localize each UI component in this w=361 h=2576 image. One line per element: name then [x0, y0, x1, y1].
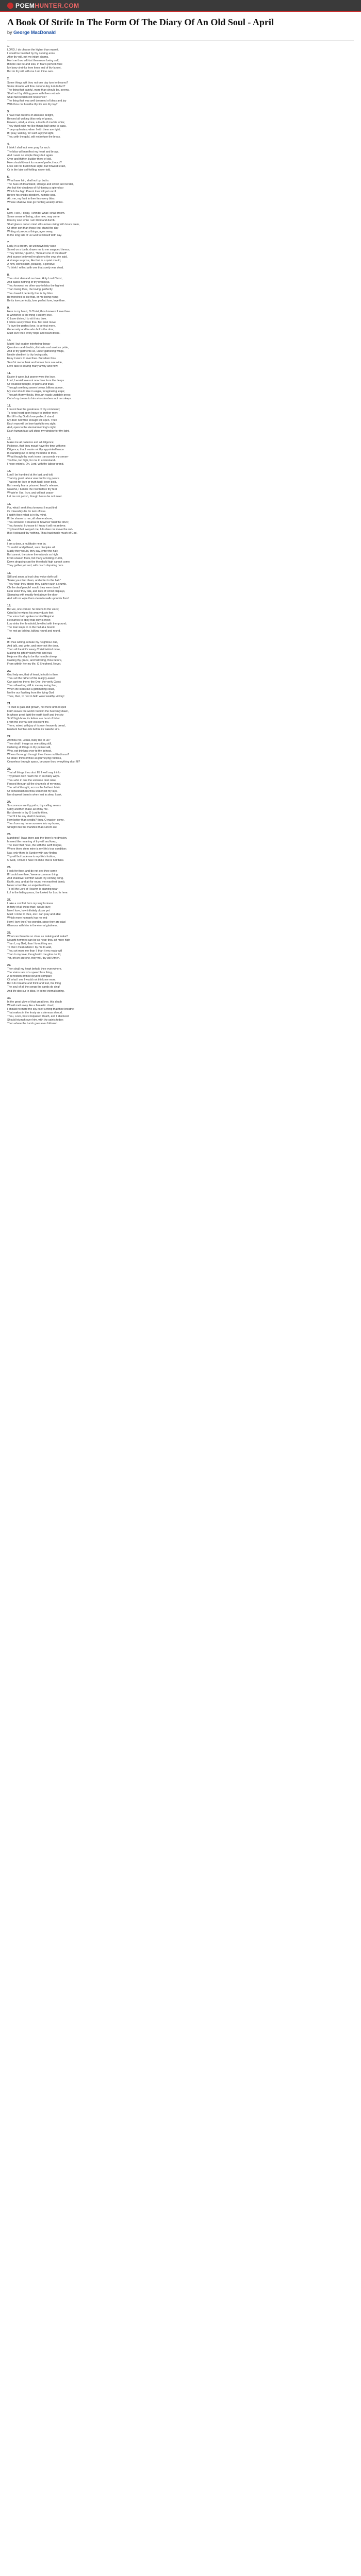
poem-line: Shall not thy sliding years with them retract- [7, 92, 60, 95]
poem-line: Here is my heart, O Christ; thou knowest I love thee. [7, 310, 71, 313]
stanza-number: 20. [7, 669, 11, 673]
stanza [7, 899, 354, 927]
stanza-number: 29. [7, 964, 11, 968]
poem-line: Lo! in the hiding-years, the looked for Lord is here. [7, 891, 69, 895]
divider [7, 40, 354, 41]
poem-line: Smiff high-born; its fetters are burst of fetter [7, 717, 60, 720]
poem-line: Thee, then, to rest in faith were wealthy victory! [7, 695, 64, 699]
poem-line: Beyond all waking bliss-only of grass, [7, 117, 53, 121]
poem-line: The soul of all the songs the sands do sing! [7, 986, 60, 989]
poem-line: In need the meaning of thy will and keep, [7, 840, 57, 844]
poem-line: Must love thee every hope and heart divine. [7, 332, 60, 335]
poem-line: And shallower comfort would thy coming bring. [7, 876, 64, 880]
poem-line: Then from my home sorrows into my home, [7, 822, 60, 826]
poem-line: True prophesies;-when I with them are right, [7, 128, 61, 132]
poem-line: Where there stem mine is my life's true condition; [7, 848, 67, 851]
poem-line: No fire our flashing from the living God [7, 691, 54, 695]
stanza [7, 45, 354, 74]
poem-line: And in thy garments so, under gathering wings, [7, 350, 64, 353]
poem-line: But till in thy God's love perfect I stand, [7, 415, 55, 419]
poem-line: Shall glance out on mind all sunrises rising with hours teem, [7, 223, 80, 226]
poem-line: Thy power doth reach me in so many ways. [7, 775, 60, 778]
site-header [0, 0, 361, 12]
site-logo[interactable] [7, 2, 79, 9]
stanza-number: 27. [7, 899, 11, 902]
poem-line: Saved on a tomb, drawn me to me snapped thence; [7, 248, 70, 251]
stanza-number: 18. [7, 604, 11, 608]
poem-line: If so it pleased thy nothing, Thou hast made much of God. [7, 531, 77, 535]
poem-line: When life looks but a glimmering cloud, [7, 688, 55, 691]
stanza [7, 404, 354, 433]
byline [7, 30, 354, 35]
stanza-number: 17. [7, 571, 11, 575]
stanza-number: 28. [7, 931, 11, 935]
stanza-number: 23. [7, 768, 11, 771]
poem-line: Through seething waves below, billows above, [7, 386, 63, 389]
poem-line: The vision rare of a speechless thing, [7, 971, 53, 975]
poem-line: Or miserably die for lack of love. [7, 510, 46, 513]
stanza-number: 21. [7, 702, 11, 706]
poem-line: The rail of thought, across the farthest brink [7, 786, 60, 789]
poem-line: Should triumph over him, with thy saints today; [7, 1018, 64, 1022]
stanza [7, 77, 354, 106]
poem-line: O Love divine, I to sit it into thee. [7, 317, 47, 320]
poem-line: Yet, oft we are one, they will, thy will! Amen. [7, 957, 60, 960]
poem-line: Fenced through all the channels of my mind, [7, 782, 61, 786]
poem-line: Still and anon, a loud clear voice doth call: [7, 575, 58, 579]
poem-line: Out of my dream to him who slumbers not nor sleeps. [7, 397, 72, 401]
poem-line: And talk, and write, and enter not the door, [7, 644, 59, 648]
poem-line: A new, iconoclasm, pleasing, a pensive, [7, 263, 56, 266]
poem-line: If I could see thee, 'twere a common thing, [7, 873, 59, 876]
poem-line: "They tell me," quoth I, "thou art one of the dead!" [7, 251, 68, 255]
stanza-number: 25. [7, 833, 11, 837]
poem-line: I hope entirely. On, Lord, with thy labour grand. [7, 462, 64, 466]
poem-line: Stamping with muddy feet above the door, [7, 593, 58, 597]
stanza [7, 670, 354, 699]
poem-line: Nay, only there is Sunder with any finding [7, 851, 58, 855]
poem-line: Marching? Twas there and the there's no division, [7, 837, 68, 840]
stanza [7, 307, 354, 335]
stanza [7, 110, 354, 139]
poem-line: Thou, Love, hast conquered Death, and I absolved [7, 1014, 69, 1018]
stanza-number: 1. [7, 45, 10, 48]
poem-line: Easy it were to love thee. But when thou [7, 357, 56, 361]
poem-line: I think I shall not ever pray for such: [7, 146, 51, 150]
stanza [7, 503, 354, 535]
poem-line: But we, one comes: he listens to the voice; [7, 608, 59, 612]
poem-line: And will not wipe them clean to walk upon his floor! [7, 597, 69, 600]
poem-line: Easier it were, but poorer were the love. [7, 375, 56, 379]
poem-line: Thy hand that swayed me, I do dare not move the rod- [7, 528, 73, 531]
poem-title: A Book Of Strife In The Form Of The Diary Of An Old Soul - April [7, 17, 274, 27]
poem-line: Might I but scatter interfering things- [7, 343, 51, 346]
poem-line: Thou art more me than I; than it my ready will [7, 949, 62, 953]
stanza-number: 14. [7, 470, 11, 473]
poem-line: Send'st me to think and labour from see wide, [7, 361, 63, 364]
poem-line: The hues of dreamland, strange and sweet and tender, [7, 182, 74, 186]
poem-line: LORD, I do choose the higher than myself. [7, 48, 59, 52]
poem-line: Who, not thinking ever to thy behest, [7, 750, 52, 753]
poem-body [7, 45, 354, 1026]
poem-line: Thou loved it perfectly that is thy bliss: [7, 292, 54, 295]
stanza [7, 833, 354, 862]
poem-line: If I thus writing, rebuke my neighbour dull, [7, 640, 58, 644]
poem-line: Diligence, that I waste not thy appointed hence [7, 448, 64, 451]
poem-line: Look will not buckwheat sight, but forward strain, [7, 164, 66, 168]
stanza [7, 866, 354, 895]
stanza [7, 572, 354, 601]
poem-line: How I love thee? no wonder, since they are glad [7, 920, 65, 924]
poem-line: Straight into the manifest that current are. [7, 826, 58, 829]
poem-line: The thing that was well dreamed of bless and joy [7, 99, 67, 103]
stanza [7, 372, 354, 401]
poem-line: I do not fear the greatness of thy command; [7, 408, 60, 412]
poem-line: Thy bliss will manifest my heart and brows, [7, 150, 59, 154]
poem-line: Cries'tis he wipes his weary dusty feet [7, 612, 54, 615]
poem-line: How better than credits? thou, O master, come, [7, 819, 64, 822]
poem-line: Whoso thorough through thee those multitudinous? [7, 753, 70, 757]
poem-line: A strange surprise, like that in a quiet mouth; [7, 259, 61, 263]
poem-line: Never a tremble, an expectant hum, [7, 884, 51, 887]
poem-line: Lord I be humbled at the last, and told [7, 473, 53, 477]
poem-line: Making his gift of vision void and null, [7, 651, 53, 655]
stanza-number: 10. [7, 339, 11, 343]
poem-line: That not for love or truth had I been bold, [7, 481, 57, 484]
poem-line: Thou all-waking still to me my loving fear, [7, 684, 57, 688]
poem-line: Hurt me thou wilt-but then more loving self, [7, 59, 59, 63]
poem-line: Whate'er I be, I cry, and will not cease- [7, 492, 54, 495]
poem-line: But cheerie in thy O Lord to thine, [7, 811, 48, 815]
poem-line: In the great glow of that great love, this death [7, 1000, 62, 1004]
stanza-number: 24. [7, 800, 11, 804]
stanza-number: 9. [7, 306, 10, 310]
poem-line: Nestle obedient to thy loving side, [7, 353, 48, 357]
poem-line: Shall fact redden not reverence? [7, 95, 47, 99]
poem-line: And, open to the eternal morning's night, [7, 426, 57, 430]
poem-line: Then where the Lamb goes ever followed. [7, 1022, 58, 1025]
poem-line: I have had dreams of absolute delight, [7, 113, 54, 117]
poem-line: Let me not perish, though beasa be not meet. [7, 495, 62, 499]
poem-line: Or in the lake self-telling, never told. [7, 168, 51, 172]
stanza [7, 702, 354, 731]
poem-line: Ceaseless through space, because thou everything dost fill? [7, 760, 80, 764]
poem-line: In the long tale of us God to himself doth say. [7, 233, 62, 237]
poem-line: O God, I would I have no mine that is not thine. [7, 858, 64, 862]
poem-line: I take a comfort from my very laziness [7, 902, 54, 906]
stanza-number: 19. [7, 637, 11, 640]
poem-line: Grateful, I tumble the now before thy feet. [7, 488, 58, 492]
poem-line: Generosity and he who holds the door, [7, 328, 54, 332]
poem-line: Faith leaves the world round in the heavenly dawn, [7, 709, 69, 713]
poem-line: They dwelt with me like things half come to pass, [7, 125, 67, 128]
stanza-number: 8. [7, 274, 10, 277]
poem-line: Help me this day to be thy humble sheep, [7, 655, 58, 658]
logo-text: POEMHUNTER.COM [15, 2, 79, 9]
poem-line: God help me, that of heart, in truth in thee, [7, 673, 59, 676]
poem-line: And scarce believed he glistens the yew she said, [7, 256, 68, 259]
poem-line: Lord, I would love not now thee from the deeps [7, 379, 64, 382]
poem-line: He hurries to obey-that only is meet- [7, 619, 52, 622]
poem-line: I follow surely when thou first dost move. [7, 320, 57, 324]
poem-line: Thou who in one the universe dost raise, [7, 778, 57, 782]
poem-line: Than I, my God, than I to nothing am. [7, 942, 53, 945]
poem-line: Nought hemmed can be so near; thou art more high [7, 938, 70, 942]
poem-line: Then all the riot's weary Christ behind more, [7, 648, 61, 651]
poem-line: The voice hath spoken to him! Rejoice! [7, 615, 55, 619]
poem-line: Of other sort than those that stand the day [7, 226, 59, 230]
poem-line: Some sense of being, utter new, may come [7, 215, 60, 219]
poem-line: The man leaps in to the hall at a bound. [7, 626, 56, 630]
poem-line: Into my soul while I am blind and dumb- [7, 219, 56, 223]
poem-line: Too fine, too high, for me to understand- [7, 459, 56, 462]
poem-line: To think I reflect with one that sorely was dead. [7, 266, 64, 270]
stanza [7, 539, 354, 568]
poem-line: I justify thee: what is in thy mind, [7, 513, 47, 517]
poem-line: To that I mean where I by me to wait, [7, 945, 52, 949]
stanza [7, 339, 354, 368]
author-link[interactable]: George MacDonald [13, 30, 56, 35]
poem-line: They gather yet and, with much disputing hum. [7, 564, 64, 568]
poem-line: But merely fear a prisoned heart's release, [7, 484, 59, 488]
poem-line: So common are thy paths, thy calling seems [7, 804, 61, 807]
poem-line: That makes in the frosty air a stenous shroud, [7, 1011, 63, 1014]
stanza [7, 241, 354, 270]
poem-line: My door not wide enough will open. Then [7, 419, 57, 422]
poem-line: Each man will be love-lawful to my sight; [7, 422, 57, 426]
poem-line: Down dropping can the threshold high cannot come. [7, 561, 71, 564]
poem-line: Be its love perfectly, love perfect love, love thee. [7, 299, 65, 302]
poem-line: And batest nothing of thy lowliness. [7, 281, 51, 284]
poem-line: Of troubled thought, of pains and trials. [7, 382, 55, 386]
poem-line: The thing that painful, more than should be, seems, [7, 88, 70, 92]
stanza-number: 30. [7, 996, 11, 1000]
poem-line: Ah, me, my fault in thee lies every bliss: [7, 197, 56, 201]
poem-line: Ordering all things in thy patient will, [7, 746, 51, 750]
poem-line: Art thou not, Jesus, busy like to us? [7, 738, 51, 742]
poem-line: Then shall my heart behold thee everywhere. [7, 968, 62, 971]
poem-line: Would melt away like a fantastic cloud; [7, 1004, 54, 1007]
poem-line: Through thorny thicks, through roads unstable press- [7, 393, 72, 397]
poem-line: Or shall I think of thee as journeying restless, [7, 757, 62, 760]
poem-line: Casting thy grace, and following, thou before, [7, 658, 62, 662]
poem-line: Love falls to solving many a why and how. [7, 364, 58, 368]
stanza [7, 274, 354, 302]
poem-line: The lover that hove, the with the swift tongue, [7, 844, 62, 848]
poem-line: Be trenched in like that, or me being rising- [7, 295, 59, 299]
poem-line: Glamous with him in the eternal gladness. [7, 924, 58, 927]
poem-line: A perfection of thee beyond compare [7, 975, 52, 978]
poem-line: Madly they would, they say, enter the hall; [7, 550, 58, 553]
poem-line: Thee shall I image as one sitting still, [7, 742, 52, 745]
poem-line: Of what I see I would not think me more, [7, 978, 56, 982]
poem-line: My bony shrinks from keen end of thy lancet, [7, 66, 62, 70]
poem-line: Must I come to thee, ere I can pray and able [7, 913, 61, 917]
by-label: by [7, 30, 12, 35]
stanza-number: 22. [7, 735, 11, 738]
poem-line: Thou art the father of the real joy-eased [7, 677, 56, 681]
stanza [7, 735, 354, 764]
poem-line: Than to my love, though with me glow do fill, [7, 953, 61, 956]
poem-line: But cannot, the stone thereabouts so high, [7, 553, 59, 557]
poem-line: Which the high Parent love will yet unroll [7, 190, 57, 194]
stanza [7, 768, 354, 796]
poem-line: Questions and doubts, distrusts and anxious pride, [7, 346, 69, 350]
stanza-number: 15. [7, 502, 11, 506]
poem-line: If I pray, waking, for such a joyful sight, [7, 132, 54, 135]
stanza-number: 4. [7, 143, 10, 146]
poem-line: From the eternal self-excellent fire. [7, 720, 50, 724]
poem-line: For, what I seek thou knowest I must find, [7, 506, 58, 510]
stanza [7, 143, 354, 172]
stanza [7, 176, 354, 205]
poem-line: Now, I see, I delay, I wonder what I shall broom. [7, 212, 65, 215]
poem-line: Some dreams wilt thou not one day turn to fact? [7, 84, 65, 88]
poem-line: Thou know'st I choose it-I know it will not relieve. [7, 524, 67, 528]
stanza-number: 12. [7, 404, 11, 408]
poem-line: Thy will but bade me to my life's fruition, [7, 855, 56, 858]
poem-line: And I want no simple things but again [7, 154, 53, 157]
poem-line: If I be shame to me, all shame above, [7, 517, 53, 520]
stanza-number: 26. [7, 866, 11, 869]
poem-line: Flowers, wind, a stone, a touch of marble white; [7, 121, 65, 125]
poem-line: My soul should rise in eager, foraginating leaps; [7, 389, 65, 393]
poem-line: How should it want its more of perfect touch? [7, 161, 62, 164]
poem-line: I would be handled by thy nursing arms [7, 52, 55, 56]
poem-line: Earth, sea, and air for round me manifest dumb, [7, 880, 65, 884]
poem-line: To love the perfect love, is perfect more. [7, 324, 56, 328]
poem-line: What have lain, shall not by, but is: [7, 179, 50, 182]
poem-line: In whose great light the earth itself and the sky [7, 713, 64, 717]
poem-line: Thou knowest it cleanse it, however hard the drive; [7, 520, 69, 524]
poem-line: I should no more the sky itself a thing that thee breathe; [7, 1007, 75, 1011]
poem-line: Low sinks the threshold, levelled with the ground; [7, 622, 67, 626]
poem-line: They hear, they stoop; they gather such a crumb, [7, 582, 67, 586]
poem-line: Are but hint-shadows of full-toning a splendour [7, 187, 64, 190]
stanza [7, 604, 354, 633]
poem-line: Thou knowest no other way to bliss the highest [7, 284, 64, 288]
stanza-number: 2. [7, 77, 10, 81]
poem-line: Is wretched is the thing I call my love. [7, 313, 53, 317]
poem-line: Make me all patience and all diligence; [7, 440, 54, 444]
poem-line: From unseen foots, full many a footing crumb, [7, 557, 63, 561]
poem-line: To sordid and pillared, sure disciples all. [7, 546, 56, 550]
poem-line: Each human face will shine my window for thy light. [7, 430, 70, 433]
poem-line: "Make your feet clean, and enter to the hall." [7, 579, 61, 582]
poem-line: But I do breathe and think and feel, the thing [7, 982, 61, 986]
poem-line: Writing at precious things, ages away, [7, 230, 53, 233]
poem-line: In standing out to bring me home to thee. [7, 451, 57, 455]
logo-icon [7, 3, 13, 9]
stanza-number: 16. [7, 539, 11, 543]
poem-line: Can part me there; the One, the verily Good; [7, 681, 61, 684]
poem-line: That my great labour was but for my peace [7, 477, 59, 481]
poem-line: To trust is gain and growth, not mere unmet spell [7, 706, 67, 709]
poem-line: Oddy another phase-all of my me. [7, 807, 48, 811]
poem-line: The rest go talking, talking round and round. [7, 630, 61, 633]
poem-line: From withith her my life, O Shepherd, Never. [7, 662, 61, 666]
poem-line: Patience, that thou mayst have thy time with me; [7, 444, 66, 448]
poem-line: Of consciousness thou wakenest my lays- [7, 789, 58, 793]
poem-line: With thou not breathe thy life into thy toy? [7, 103, 58, 106]
stanza-number: 5. [7, 175, 10, 179]
poem-container [0, 12, 361, 1026]
poem-line: After thy will, not my infant alarms. [7, 56, 49, 59]
poem-line: I am a door, a multitude near by, [7, 543, 46, 546]
poem-line: Hear know they talk, and lack of Christ displays, [7, 589, 65, 593]
poem-line: Than loving thee, the loving, perfectly. [7, 288, 53, 292]
poem-line: Oh the deaf people! would they were dumb! [7, 586, 60, 589]
poem-line: I look for thee, and do not see thee come - [7, 869, 59, 873]
poem-line: Thou dost demand our love, Holy Lord Christ, [7, 277, 62, 281]
stanza [7, 997, 354, 1026]
poem-line: Thou with the gold, wilt not refuse the brass. [7, 135, 61, 139]
poem-line: Now I love, how infinitely closer yet [7, 909, 50, 913]
poem-line: Some things wilt thou not one day turn to dreams? [7, 81, 69, 84]
poem-line: What though thy work in me transcends my sense- [7, 455, 69, 459]
poem-line: Over and thither, builder there of old, [7, 157, 52, 161]
stanza-number: 13. [7, 437, 11, 440]
poem-line: Which more humanly has no end [7, 917, 47, 920]
poem-line: To keep heart open hosue to brother men; [7, 412, 58, 415]
poem-line: What can there be so close as making and make? [7, 935, 68, 938]
stanza [7, 931, 354, 960]
stanza [7, 437, 354, 466]
poem-line: Before his child's obedient, humble soul. [7, 194, 56, 197]
stanza-number: 3. [7, 110, 10, 113]
poem-line: There, mixed with joy of its own heavenly bread, [7, 724, 66, 727]
poem-line: To tell the Lord of Heaven is drawing near: [7, 888, 59, 891]
stanza-number: 7. [7, 241, 10, 244]
poem-line: And life doo sur in bliss, in some eternal spring. [7, 989, 64, 993]
poem-line: But do thy will with me I am thine own. [7, 70, 54, 74]
poem-line: Lady, in a dream, an unknown holy case [7, 244, 56, 248]
poem-line: Whose shadow man go hunting wearily amiss. [7, 201, 63, 205]
poem-line: If more can be and less, in fear's perfect zone [7, 63, 63, 66]
stanza [7, 964, 354, 993]
poem-line: That all things thou dost fill, I well may think- [7, 771, 61, 775]
poem-line: Nor drawest them in when lost in sleep I sink. [7, 793, 62, 796]
poem-line: Exultant humble-folk before its wakeful sire. [7, 727, 60, 731]
poem-line: Then'll it be any shell it deemes, [7, 815, 46, 819]
stanza [7, 637, 354, 666]
stanza [7, 208, 354, 237]
stanza-number: 6. [7, 208, 10, 212]
stanza-number: 11. [7, 371, 11, 375]
stanza [7, 470, 354, 499]
stanza [7, 801, 354, 829]
poem-line: In forty of all these that I would love; [7, 906, 51, 909]
